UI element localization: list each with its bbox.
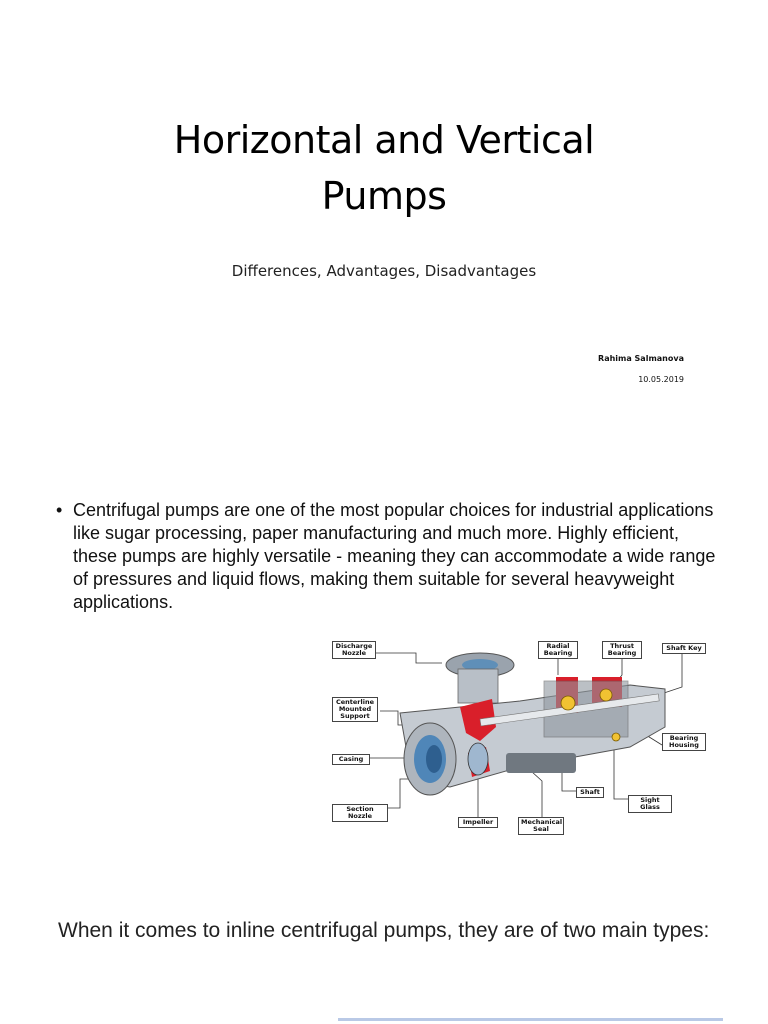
label-radial-bearing: Radial Bearing xyxy=(538,641,578,659)
label-bearing-housing: Bearing Housing xyxy=(662,733,706,751)
label-casing: Casing xyxy=(332,754,370,765)
label-mechanical-seal: Mechanical Seal xyxy=(518,817,564,835)
label-shaft: Shaft xyxy=(576,787,604,798)
label-suction-nozzle: Section Nozzle xyxy=(332,804,388,822)
author-name: Rahima Salmanova xyxy=(598,354,684,363)
next-image-edge xyxy=(338,1018,723,1021)
label-impeller: Impeller xyxy=(458,817,498,828)
title-slide xyxy=(0,0,768,455)
page-title xyxy=(0,112,768,224)
date: 10.05.2019 xyxy=(638,375,684,384)
leader-discharge xyxy=(376,653,442,663)
label-thrust-bearing: Thrust Bearing xyxy=(602,641,642,659)
bullet-text xyxy=(56,499,716,614)
label-shaft-key: Shaft Key xyxy=(662,643,706,654)
title-line-2: Pumps xyxy=(321,174,447,218)
content-slide xyxy=(0,455,768,1024)
bullet-dot: • xyxy=(56,500,63,520)
bullet-body: are one of the most popular choices for industrial applications like sugar processing, paper manufacturing and much more. Highly efficient, these pumps are highly versatile - meaning they can accommodate a wide range of pressures and liquid flows, making them suitable for several heavyweight applications. xyxy=(73,500,716,612)
label-centerline-support: Centerline Mounted Support xyxy=(332,697,378,722)
title-line-1: Horizontal and Vertical xyxy=(173,118,595,162)
subtitle: Differences, Advantages, Disadvantages xyxy=(231,262,537,280)
pump-diagram xyxy=(330,641,710,846)
bottom-paragraph: When it comes to inline centrifugal pumps, they are of two main types: xyxy=(58,919,710,942)
bullet-keyword: Centrifugal pumps xyxy=(73,500,220,520)
bullet-paragraph xyxy=(56,499,716,614)
label-sight-glass: Sight Glass xyxy=(628,795,672,813)
label-discharge-nozzle: Discharge Nozzle xyxy=(332,641,376,659)
leader-sight-glass xyxy=(614,745,628,799)
